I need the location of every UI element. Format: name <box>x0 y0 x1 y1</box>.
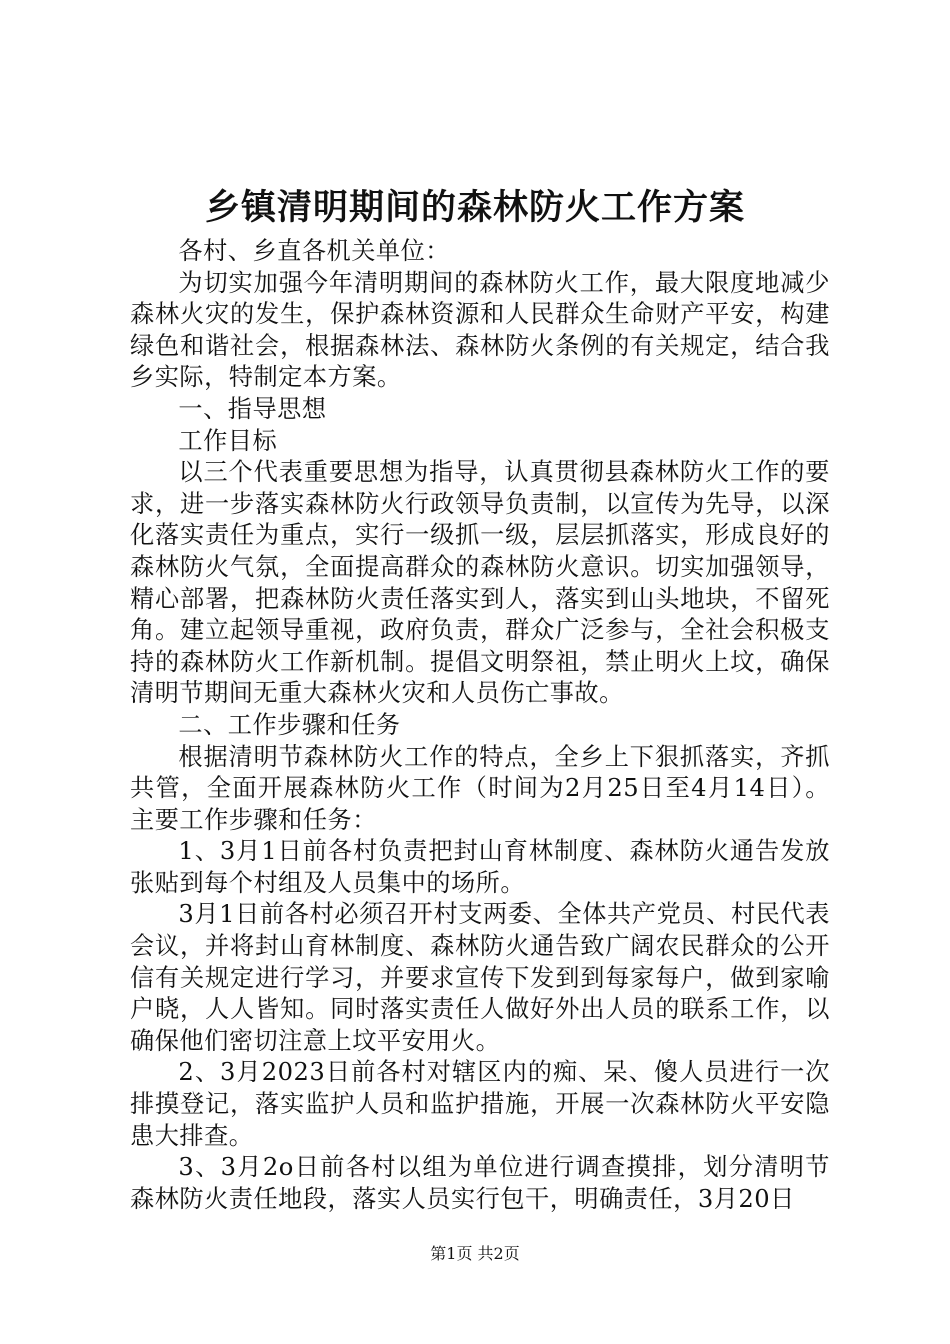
salutation-paragraph: 各村、乡直各机关单位： <box>178 237 450 265</box>
body-paragraph: 根据清明节森林防火工作的特点，全乡上下狠抓落实，齐抓共管，全面开展森林防火工作（时间为2月25日至4月14日）。主要工作步骤和任务： <box>130 742 830 834</box>
body-paragraph: 1、3月1日前各村负责把封山育林制度、森林防火通告发放张贴到每个村组及人员集中的场所。 <box>130 837 830 897</box>
body-paragraph: 3月1日前各村必须召开村支两委、全体共产党员、村民代表会议，并将封山育林制度、森林防火通告致广阔农民群众的公开信有关规定进行学习，并要求宣传下发到到每家每户，做到家喻户晓，人人皆知。同时落实责任人做好外出人员的联系工作，以确保他们密切注意上坟平安用火。 <box>130 900 830 1055</box>
document-body <box>130 236 830 1215</box>
body-paragraph: 2、3月2023日前各村对辖区内的痴、呆、傻人员进行一次排摸登记，落实监护人员和监护措施，开展一次森林防火平安隐患大排查。 <box>130 1058 830 1150</box>
subsection-heading: 工作目标 <box>178 426 278 455</box>
document-title: 乡镇清明期间的森林防火工作方案 <box>204 187 745 228</box>
body-paragraph: 以三个代表重要思想为指导，认真贯彻县森林防火工作的要求，进一步落实森林防火行政领导负责制，以宣传为先导，以深化落实责任为重点，实行一级抓一级，层层抓落实，形成良好的森林防火气氛，全面提高群众的森林防火意识。切实加强领导，精心部署，把森林防火责任落实到人，落实到山头地块，不留死角。建立起领导重视，政府负责，群众广泛参与，全社会积极支持的森林防火工作新机制。提倡文明祭祖，禁止明火上坟，确保清明节期间无重大森林火灾和人员伤亡事故。 <box>130 458 830 708</box>
page-number-footer: 第1页 共2页 <box>430 1244 520 1263</box>
intro-paragraph: 为切实加强今年清明期间的森林防火工作，最大限度地减少森林火灾的发生，保护森林资源和人民群众生命财产平安，构建绿色和谐社会，根据森林法、森林防火条例的有关规定，结合我乡实际，特制定本方案。 <box>130 268 830 392</box>
section-heading: 二、工作步骤和任务 <box>178 710 401 739</box>
body-paragraph: 3、3月2o日前各村以组为单位进行调查摸排，划分清明节森林防火责任地段，落实人员实行包干，明确责任，3月20日 <box>130 1153 830 1213</box>
section-heading: 一、指导思想 <box>178 394 327 423</box>
